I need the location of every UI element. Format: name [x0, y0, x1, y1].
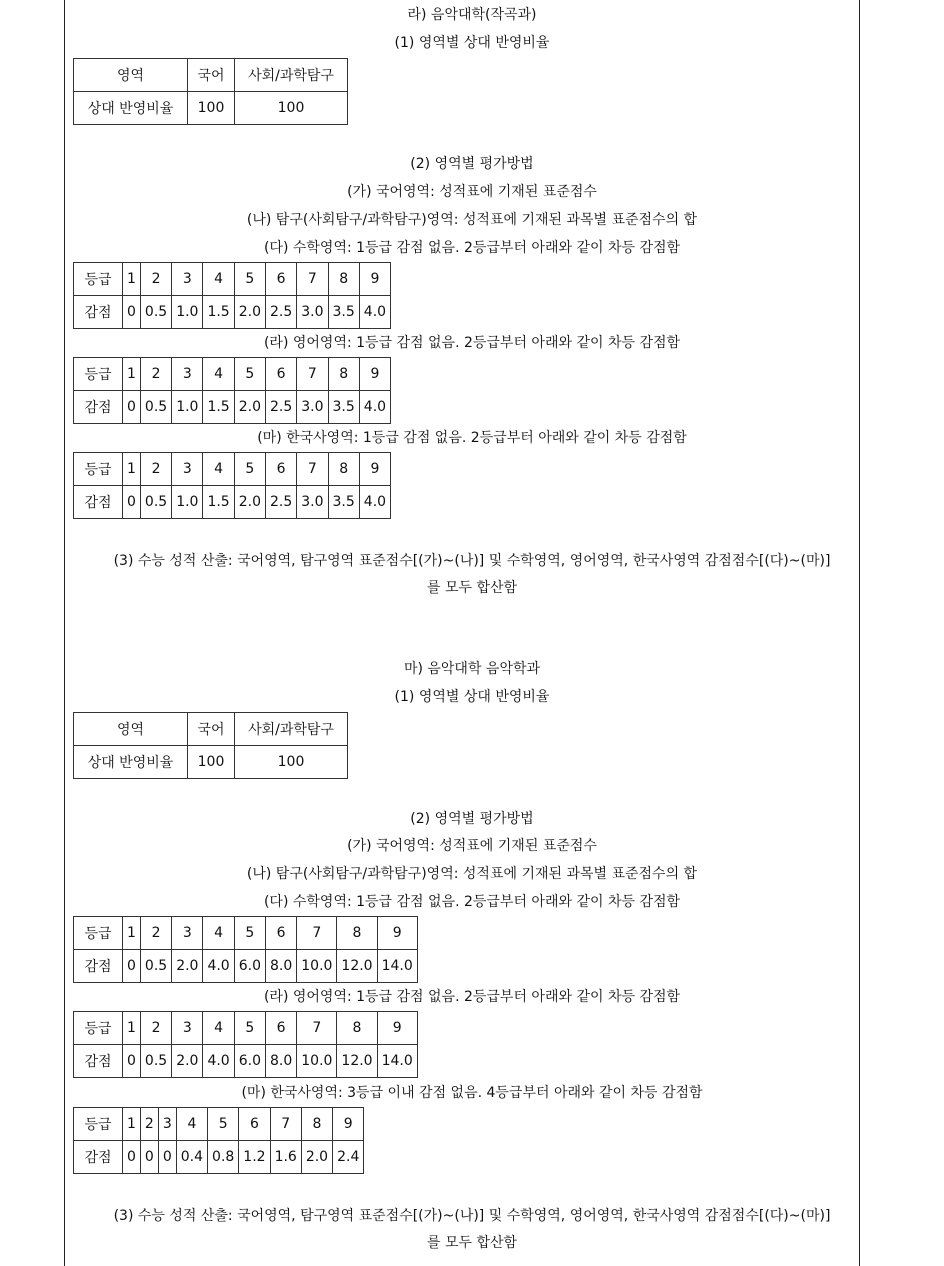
- deduction-cell: 0: [158, 1141, 176, 1174]
- deduction-cell: 0: [123, 486, 141, 519]
- grade-cell: 8: [337, 1012, 377, 1045]
- calc-line-cont: 를 모두 합산함: [426, 1235, 518, 1251]
- deduction-cell: 2.0: [234, 296, 265, 329]
- grade-cell: 3: [172, 358, 203, 391]
- table-row: [74, 746, 348, 779]
- deduction-cell: 14.0: [377, 950, 417, 983]
- grade-cell: 7: [270, 1108, 301, 1141]
- ratio-header-inquiry: 사회/과학탐구: [235, 713, 348, 746]
- deduction-cell: 1.6: [270, 1141, 301, 1174]
- deduction-cell: 1.5: [203, 296, 234, 329]
- deduction-cell: 2.0: [234, 486, 265, 519]
- deduction-cell: 2.5: [265, 486, 296, 519]
- grade-cell: 1: [123, 263, 141, 296]
- english-grade-table: [73, 1011, 418, 1078]
- deduction-cell: 0.5: [140, 486, 171, 519]
- grade-cell: 2: [140, 358, 171, 391]
- method-history: (마) 한국사영역: 3등급 이내 감점 없음. 4등급부터 아래와 같이 차등 감점함: [241, 1085, 703, 1101]
- deduction-cell: 0.5: [140, 391, 171, 424]
- grade-cell: 2: [140, 917, 171, 950]
- ratio-heading: (1) 영역별 상대 반영비율: [394, 689, 550, 705]
- deduction-label: 감점: [74, 1045, 123, 1078]
- deduction-label: 감점: [74, 486, 123, 519]
- deduction-cell: 8.0: [265, 950, 296, 983]
- method-inquiry: (나) 탐구(사회탐구/과학탐구)영역: 성적표에 기재된 과목별 표준점수의 합: [246, 866, 698, 882]
- grade-cell: 4: [203, 358, 234, 391]
- deduction-label: 감점: [74, 1141, 123, 1174]
- table-row: [74, 59, 348, 92]
- grade-cell: 6: [265, 917, 296, 950]
- grade-cell: 2: [140, 1108, 158, 1141]
- deduction-cell: 0.5: [140, 1045, 171, 1078]
- grade-cell: 2: [140, 1012, 171, 1045]
- english-grade-table: [73, 357, 391, 424]
- deduction-cell: 3.5: [328, 296, 359, 329]
- table-row: [74, 358, 391, 391]
- method-english: (라) 영어영역: 1등급 감점 없음. 2등급부터 아래와 같이 차등 감점함: [263, 989, 681, 1005]
- grade-cell: 8: [301, 1108, 332, 1141]
- deduction-cell: 0.8: [208, 1141, 239, 1174]
- deduction-cell: 4.0: [359, 486, 390, 519]
- deduction-cell: 6.0: [234, 1045, 265, 1078]
- grade-cell: 7: [297, 1012, 337, 1045]
- history-grade-table: [73, 452, 391, 519]
- calc-line: (3) 수능 성적 산출: 국어영역, 탐구영역 표준점수[(가)~(나)] 및 수학영역, 영어영역, 한국사영역 감점점수[(다)~(마)]: [113, 1208, 831, 1224]
- deduction-cell: 1.5: [203, 391, 234, 424]
- grade-cell: 1: [123, 917, 141, 950]
- deduction-cell: 3.5: [328, 391, 359, 424]
- deduction-cell: 2.0: [234, 391, 265, 424]
- grade-cell: 3: [172, 1012, 203, 1045]
- deduction-cell: 0: [123, 391, 141, 424]
- grade-cell: 6: [265, 453, 296, 486]
- deduction-cell: 12.0: [337, 950, 377, 983]
- grade-label: 등급: [74, 917, 123, 950]
- ratio-korean-value: 100: [188, 92, 235, 125]
- deduction-cell: 0: [123, 1141, 141, 1174]
- grade-cell: 3: [158, 1108, 176, 1141]
- grade-label: 등급: [74, 1108, 123, 1141]
- grade-cell: 5: [208, 1108, 239, 1141]
- method-english: (라) 영어영역: 1등급 감점 없음. 2등급부터 아래와 같이 차등 감점함: [263, 335, 681, 351]
- deduction-cell: 8.0: [265, 1045, 296, 1078]
- grade-cell: 7: [297, 358, 328, 391]
- deduction-cell: 4.0: [203, 1045, 234, 1078]
- deduction-cell: 4.0: [203, 950, 234, 983]
- math-grade-table: [73, 916, 418, 983]
- grade-cell: 7: [297, 263, 328, 296]
- deduction-cell: 2.0: [301, 1141, 332, 1174]
- grade-cell: 4: [176, 1108, 207, 1141]
- deduction-label: 감점: [74, 391, 123, 424]
- ratio-header-area: 영역: [74, 59, 188, 92]
- deduction-cell: 0: [123, 296, 141, 329]
- grade-cell: 8: [328, 453, 359, 486]
- grade-cell: 1: [123, 1108, 141, 1141]
- grade-cell: 9: [377, 917, 417, 950]
- ratio-inquiry-value: 100: [235, 746, 348, 779]
- grade-cell: 5: [234, 358, 265, 391]
- grade-cell: 6: [239, 1108, 270, 1141]
- ratio-header-inquiry: 사회/과학탐구: [235, 59, 348, 92]
- ratio-korean-value: 100: [188, 746, 235, 779]
- grade-cell: 1: [123, 453, 141, 486]
- deduction-cell: 2.0: [172, 1045, 203, 1078]
- grade-cell: 1: [123, 358, 141, 391]
- method-history: (마) 한국사영역: 1등급 감점 없음. 2등급부터 아래와 같이 차등 감점함: [257, 430, 687, 446]
- table-row: [74, 1012, 418, 1045]
- grade-cell: 3: [172, 263, 203, 296]
- deduction-cell: 10.0: [297, 1045, 337, 1078]
- grade-cell: 5: [234, 453, 265, 486]
- deduction-cell: 10.0: [297, 950, 337, 983]
- grade-cell: 2: [140, 263, 171, 296]
- grade-cell: 7: [297, 453, 328, 486]
- grade-cell: 5: [234, 917, 265, 950]
- grade-label: 등급: [74, 358, 123, 391]
- deduction-cell: 2.0: [172, 950, 203, 983]
- deduction-cell: 2.5: [265, 391, 296, 424]
- ratio-row-label: 상대 반영비율: [74, 92, 188, 125]
- grade-cell: 4: [203, 1012, 234, 1045]
- table-row: [74, 1108, 364, 1141]
- grade-cell: 4: [203, 917, 234, 950]
- grade-cell: 8: [328, 358, 359, 391]
- table-row: [74, 713, 348, 746]
- deduction-cell: 14.0: [377, 1045, 417, 1078]
- method-korean: (가) 국어영역: 성적표에 기재된 표준점수: [347, 838, 597, 854]
- grade-cell: 6: [265, 263, 296, 296]
- grade-cell: 7: [297, 917, 337, 950]
- deduction-cell: 0: [140, 1141, 158, 1174]
- grade-cell: 9: [359, 453, 390, 486]
- grade-cell: 6: [265, 358, 296, 391]
- deduction-cell: 2.5: [265, 296, 296, 329]
- deduction-cell: 12.0: [337, 1045, 377, 1078]
- table-row: [74, 1045, 418, 1078]
- grade-cell: 8: [328, 263, 359, 296]
- ratio-heading: (1) 영역별 상대 반영비율: [394, 35, 550, 51]
- deduction-cell: 3.0: [297, 391, 328, 424]
- deduction-cell: 1.0: [172, 391, 203, 424]
- deduction-cell: 2.4: [333, 1141, 364, 1174]
- ratio-header-korean: 국어: [188, 713, 235, 746]
- ratio-table: [73, 58, 348, 125]
- method-korean: (가) 국어영역: 성적표에 기재된 표준점수: [347, 184, 597, 200]
- table-row: [74, 917, 418, 950]
- grade-cell: 5: [234, 1012, 265, 1045]
- deduction-cell: 0.5: [140, 296, 171, 329]
- grade-cell: 4: [203, 453, 234, 486]
- deduction-cell: 0: [123, 950, 141, 983]
- grade-cell: 2: [140, 453, 171, 486]
- deduction-cell: 3.5: [328, 486, 359, 519]
- deduction-cell: 0.4: [176, 1141, 207, 1174]
- method-heading: (2) 영역별 평가방법: [410, 156, 534, 172]
- deduction-cell: 1.0: [172, 486, 203, 519]
- history-grade-table: [73, 1107, 364, 1174]
- grade-cell: 3: [172, 917, 203, 950]
- grade-cell: 3: [172, 453, 203, 486]
- table-row: [74, 1141, 364, 1174]
- grade-cell: 8: [337, 917, 377, 950]
- table-row: [74, 486, 391, 519]
- math-grade-table: [73, 262, 391, 329]
- grade-label: 등급: [74, 453, 123, 486]
- grade-label: 등급: [74, 263, 123, 296]
- grade-label: 등급: [74, 1012, 123, 1045]
- deduction-cell: 1.5: [203, 486, 234, 519]
- grade-cell: 9: [333, 1108, 364, 1141]
- ratio-header-korean: 국어: [188, 59, 235, 92]
- table-row: [74, 296, 391, 329]
- deduction-cell: 4.0: [359, 296, 390, 329]
- section-title: 마) 음악대학 음악학과: [403, 661, 541, 677]
- table-row: [74, 391, 391, 424]
- deduction-cell: 0.5: [140, 950, 171, 983]
- calc-line: (3) 수능 성적 산출: 국어영역, 탐구영역 표준점수[(가)~(나)] 및 수학영역, 영어영역, 한국사영역 감점점수[(다)~(마)]: [113, 553, 831, 569]
- ratio-table: [73, 712, 348, 779]
- section-title: 라) 음악대학(작곡과): [407, 7, 537, 23]
- calc-line-cont: 를 모두 합산함: [426, 580, 518, 596]
- deduction-cell: 4.0: [359, 391, 390, 424]
- deduction-cell: 6.0: [234, 950, 265, 983]
- grade-cell: 4: [203, 263, 234, 296]
- method-math: (다) 수학영역: 1등급 감점 없음. 2등급부터 아래와 같이 차등 감점함: [263, 240, 681, 256]
- grade-cell: 5: [234, 263, 265, 296]
- deduction-cell: 1.0: [172, 296, 203, 329]
- grade-cell: 9: [377, 1012, 417, 1045]
- method-heading: (2) 영역별 평가방법: [410, 811, 534, 827]
- method-inquiry: (나) 탐구(사회탐구/과학탐구)영역: 성적표에 기재된 과목별 표준점수의 합: [246, 212, 698, 228]
- grade-cell: 9: [359, 358, 390, 391]
- deduction-cell: 3.0: [297, 486, 328, 519]
- grade-cell: 6: [265, 1012, 296, 1045]
- grade-cell: 9: [359, 263, 390, 296]
- table-row: [74, 263, 391, 296]
- deduction-cell: 0: [123, 1045, 141, 1078]
- table-row: [74, 453, 391, 486]
- deduction-label: 감점: [74, 296, 123, 329]
- deduction-label: 감점: [74, 950, 123, 983]
- table-row: [74, 92, 348, 125]
- ratio-header-area: 영역: [74, 713, 188, 746]
- ratio-row-label: 상대 반영비율: [74, 746, 188, 779]
- grade-cell: 1: [123, 1012, 141, 1045]
- deduction-cell: 1.2: [239, 1141, 270, 1174]
- deduction-cell: 3.0: [297, 296, 328, 329]
- ratio-inquiry-value: 100: [235, 92, 348, 125]
- table-row: [74, 950, 418, 983]
- method-math: (다) 수학영역: 1등급 감점 없음. 2등급부터 아래와 같이 차등 감점함: [263, 894, 681, 910]
